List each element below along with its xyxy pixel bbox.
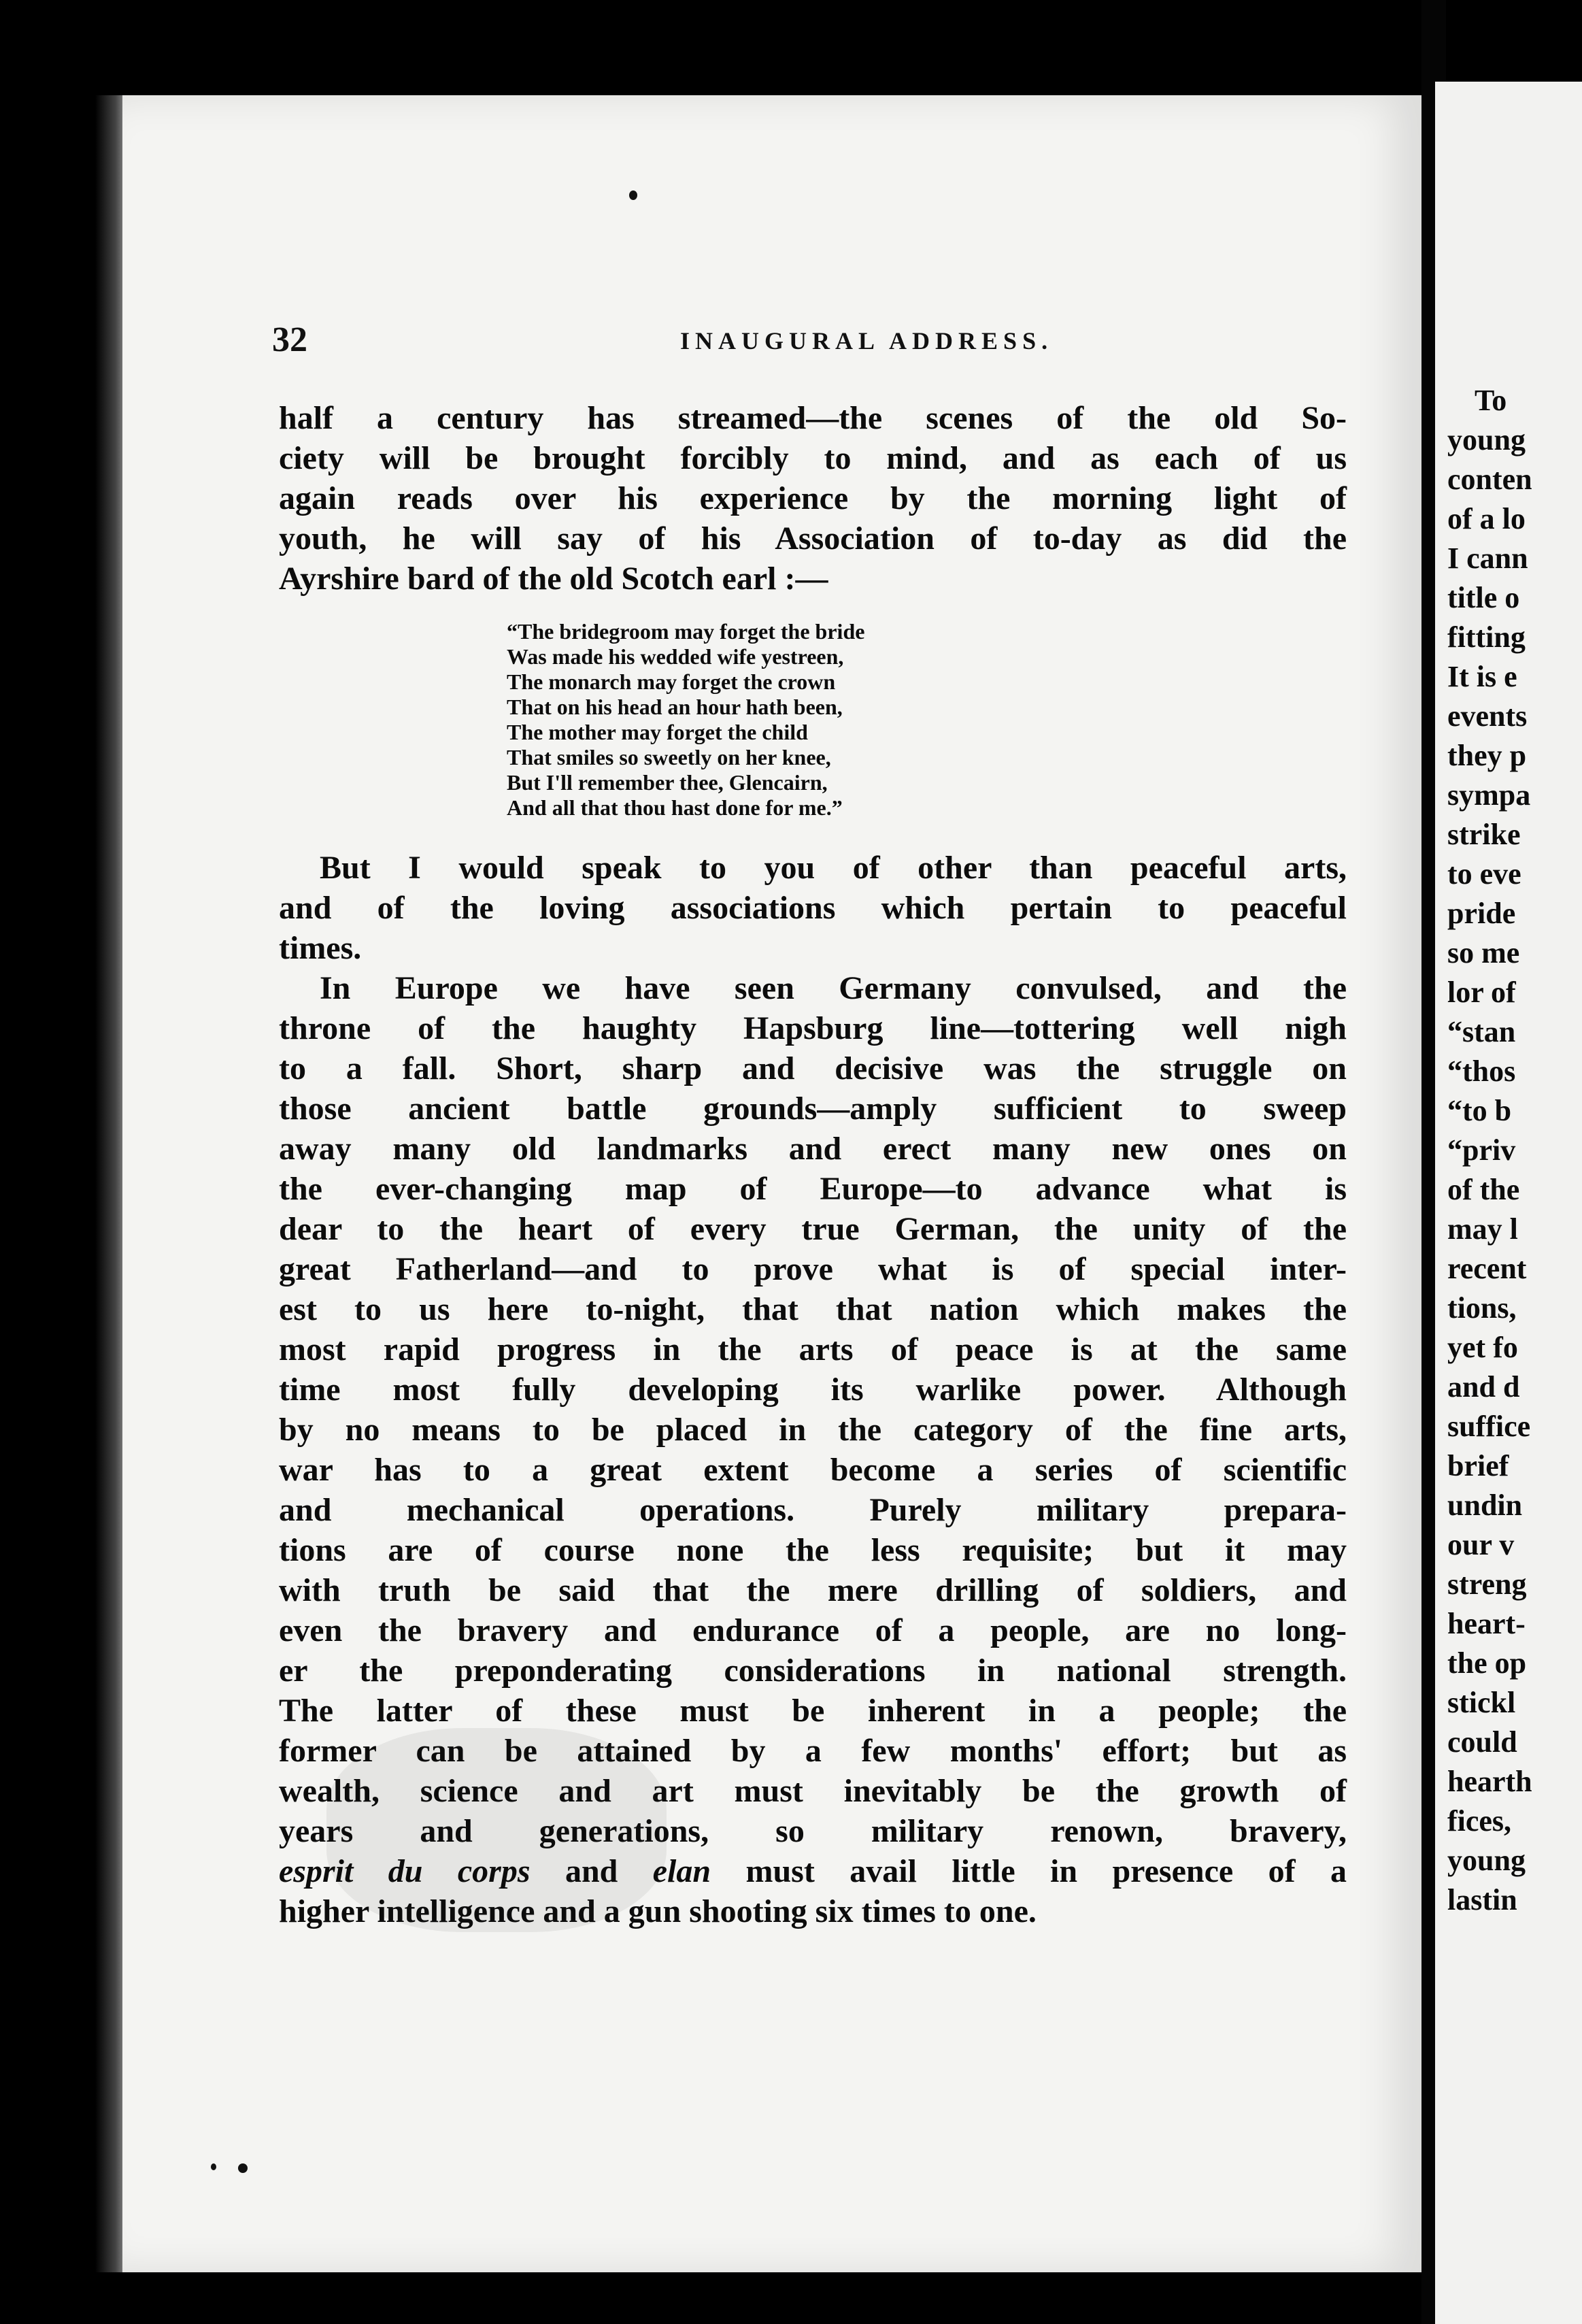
- right-page-line: “thos: [1447, 1055, 1516, 1088]
- right-page-line: young: [1447, 1844, 1526, 1877]
- right-page-line: stickl: [1447, 1686, 1516, 1719]
- text-line: half a century has streamed—the scenes of the old So-: [279, 400, 1347, 436]
- text-line: the ever-changing map of Europe—to advance what is: [279, 1171, 1347, 1207]
- text-line: great Fatherland—and to prove what is of special inter-: [279, 1251, 1347, 1287]
- text-line: dear to the heart of every true German, the unity of the: [279, 1211, 1347, 1247]
- right-page-line: may l: [1447, 1212, 1518, 1246]
- verse-line: Was made his wedded wife yestreen,: [507, 644, 844, 669]
- text-line: ciety will be brought forcibly to mind, and as each of us: [279, 440, 1347, 476]
- right-page-line: fices,: [1447, 1804, 1512, 1838]
- right-page-line: pride: [1447, 897, 1516, 930]
- running-title: INAUGURAL ADDRESS.: [680, 327, 1054, 354]
- right-page-line: sympa: [1447, 778, 1531, 812]
- right-page-line: so me: [1447, 936, 1520, 969]
- right-page-line: streng: [1447, 1567, 1527, 1601]
- right-page-line: the op: [1447, 1646, 1527, 1680]
- verse-line: That on his head an hour hath been,: [507, 695, 843, 719]
- text-line: er the preponderating considerations in national strength.: [279, 1653, 1347, 1689]
- right-page-text: [1447, 381, 1582, 1920]
- text-line: But I would speak to you of other than peaceful arts,: [320, 850, 1347, 886]
- right-page-line: could: [1447, 1725, 1517, 1759]
- verse-line: The mother may forget the child: [507, 720, 808, 744]
- right-page-line: tions,: [1447, 1291, 1517, 1325]
- text-line: to a fall. Short, sharp and decisive was the struggle on: [279, 1050, 1347, 1086]
- right-page-line: undin: [1447, 1489, 1523, 1522]
- ink-speck: [629, 190, 637, 200]
- right-page-line: yet fo: [1447, 1331, 1518, 1364]
- right-page-line: “to b: [1447, 1094, 1512, 1127]
- text-line: In Europe we have seen Germany convulsed, and the: [320, 970, 1347, 1006]
- right-page-line: “priv: [1447, 1133, 1516, 1167]
- text-line: those ancient battle grounds—amply sufficient to sweep: [279, 1091, 1347, 1127]
- right-page-line: fitting: [1447, 620, 1526, 654]
- right-page-line: events: [1447, 699, 1528, 733]
- right-page-line: brief: [1447, 1449, 1509, 1482]
- right-page-line: To: [1475, 384, 1507, 417]
- paragraph-peaceful-arts: [279, 848, 1347, 968]
- right-page-line: they p: [1447, 739, 1527, 772]
- text-line: Ayrshire bard of the old Scotch earl :—: [279, 561, 828, 597]
- text-line: war has to a great extent become a series of scientific: [279, 1452, 1347, 1488]
- text-line: wealth, science and art must inevitably be the growth of: [279, 1773, 1347, 1809]
- main-text: [279, 398, 1347, 1931]
- text-line: most rapid progress in the arts of peace is at the same: [279, 1331, 1347, 1367]
- right-page-line: of the: [1447, 1173, 1520, 1206]
- right-page-line: of a lo: [1447, 502, 1526, 535]
- text-line: The latter of these must be inherent in a people; the: [279, 1693, 1347, 1729]
- right-page-line: young: [1447, 423, 1526, 456]
- text-line: tions are of course none the less requisite; but it may: [279, 1532, 1347, 1568]
- verse-line: “The bridegroom may forget the bride: [507, 619, 865, 644]
- text-fragment: and: [530, 1853, 653, 1889]
- text-line: times.: [279, 930, 362, 966]
- text-line: former can be attained by a few months' effort; but as: [279, 1733, 1347, 1769]
- right-page-line: I cann: [1447, 542, 1528, 575]
- italic-term: esprit du corps: [279, 1853, 531, 1889]
- right-page-line: our v: [1447, 1528, 1515, 1561]
- verse-line: That smiles so sweetly on her knee,: [507, 745, 831, 769]
- right-page-line: lor of: [1447, 976, 1516, 1009]
- right-page-line: “stan: [1447, 1015, 1516, 1048]
- text-line: youth, he will say of his Association of to-day as did the: [279, 520, 1347, 557]
- verse-line: But I'll remember thee, Glencairn,: [507, 770, 828, 795]
- paragraph-continuation: [279, 398, 1347, 599]
- verse-line: And all that thou hast done for me.”: [507, 795, 843, 820]
- right-page-line: to eve: [1447, 857, 1521, 891]
- text-line: years and generations, so military renown, bravery,: [279, 1813, 1347, 1849]
- text-line: with truth be said that the mere drilling of soldiers, and: [279, 1572, 1347, 1608]
- text-line: away many old landmarks and erect many new ones on: [279, 1131, 1347, 1167]
- text-line: again reads over his experience by the morning light of: [279, 480, 1347, 516]
- page-number: 32: [272, 320, 307, 359]
- text-line: throne of the haughty Hapsburg line—tottering well nigh: [279, 1010, 1347, 1046]
- right-page-line: title o: [1447, 581, 1520, 614]
- right-page-line: hearth: [1447, 1765, 1532, 1798]
- text-line: even the bravery and endurance of a people, are no long-: [279, 1612, 1347, 1648]
- text-line: by no means to be placed in the category of the fine arts,: [279, 1412, 1347, 1448]
- text-line: and of the loving associations which pertain to peaceful: [279, 890, 1347, 926]
- right-page-line: heart-: [1447, 1607, 1526, 1640]
- right-page-line: It is e: [1447, 660, 1517, 693]
- ink-speck: [238, 2163, 248, 2173]
- right-page-line: conten: [1447, 463, 1532, 496]
- text-line: higher intelligence and a gun shooting six times to one.: [279, 1893, 1037, 1929]
- text-fragment: must avail little in presence of a: [711, 1853, 1347, 1889]
- text-line: est to us here to-night, that that nation which makes the: [279, 1291, 1347, 1327]
- ink-speck: [211, 2163, 216, 2170]
- right-page-line: strike: [1447, 818, 1521, 851]
- right-page-line: and d: [1447, 1370, 1520, 1404]
- text-line: and mechanical operations. Purely military prepara-: [279, 1492, 1347, 1528]
- running-head: [272, 320, 1333, 367]
- text-line: time most fully developing its warlike power. Although: [279, 1372, 1347, 1408]
- right-page-line: recent: [1447, 1252, 1527, 1285]
- paragraph-europe: [279, 968, 1347, 1931]
- right-page-line: suffice: [1447, 1410, 1531, 1443]
- right-page-line: lastin: [1447, 1883, 1517, 1916]
- right-page: [1435, 82, 1582, 2324]
- verse-line: The monarch may forget the crown: [507, 669, 836, 694]
- text-line-italic-terms: [279, 1851, 1347, 1891]
- verse-quotation: [507, 619, 1092, 820]
- italic-term: elan: [652, 1853, 711, 1889]
